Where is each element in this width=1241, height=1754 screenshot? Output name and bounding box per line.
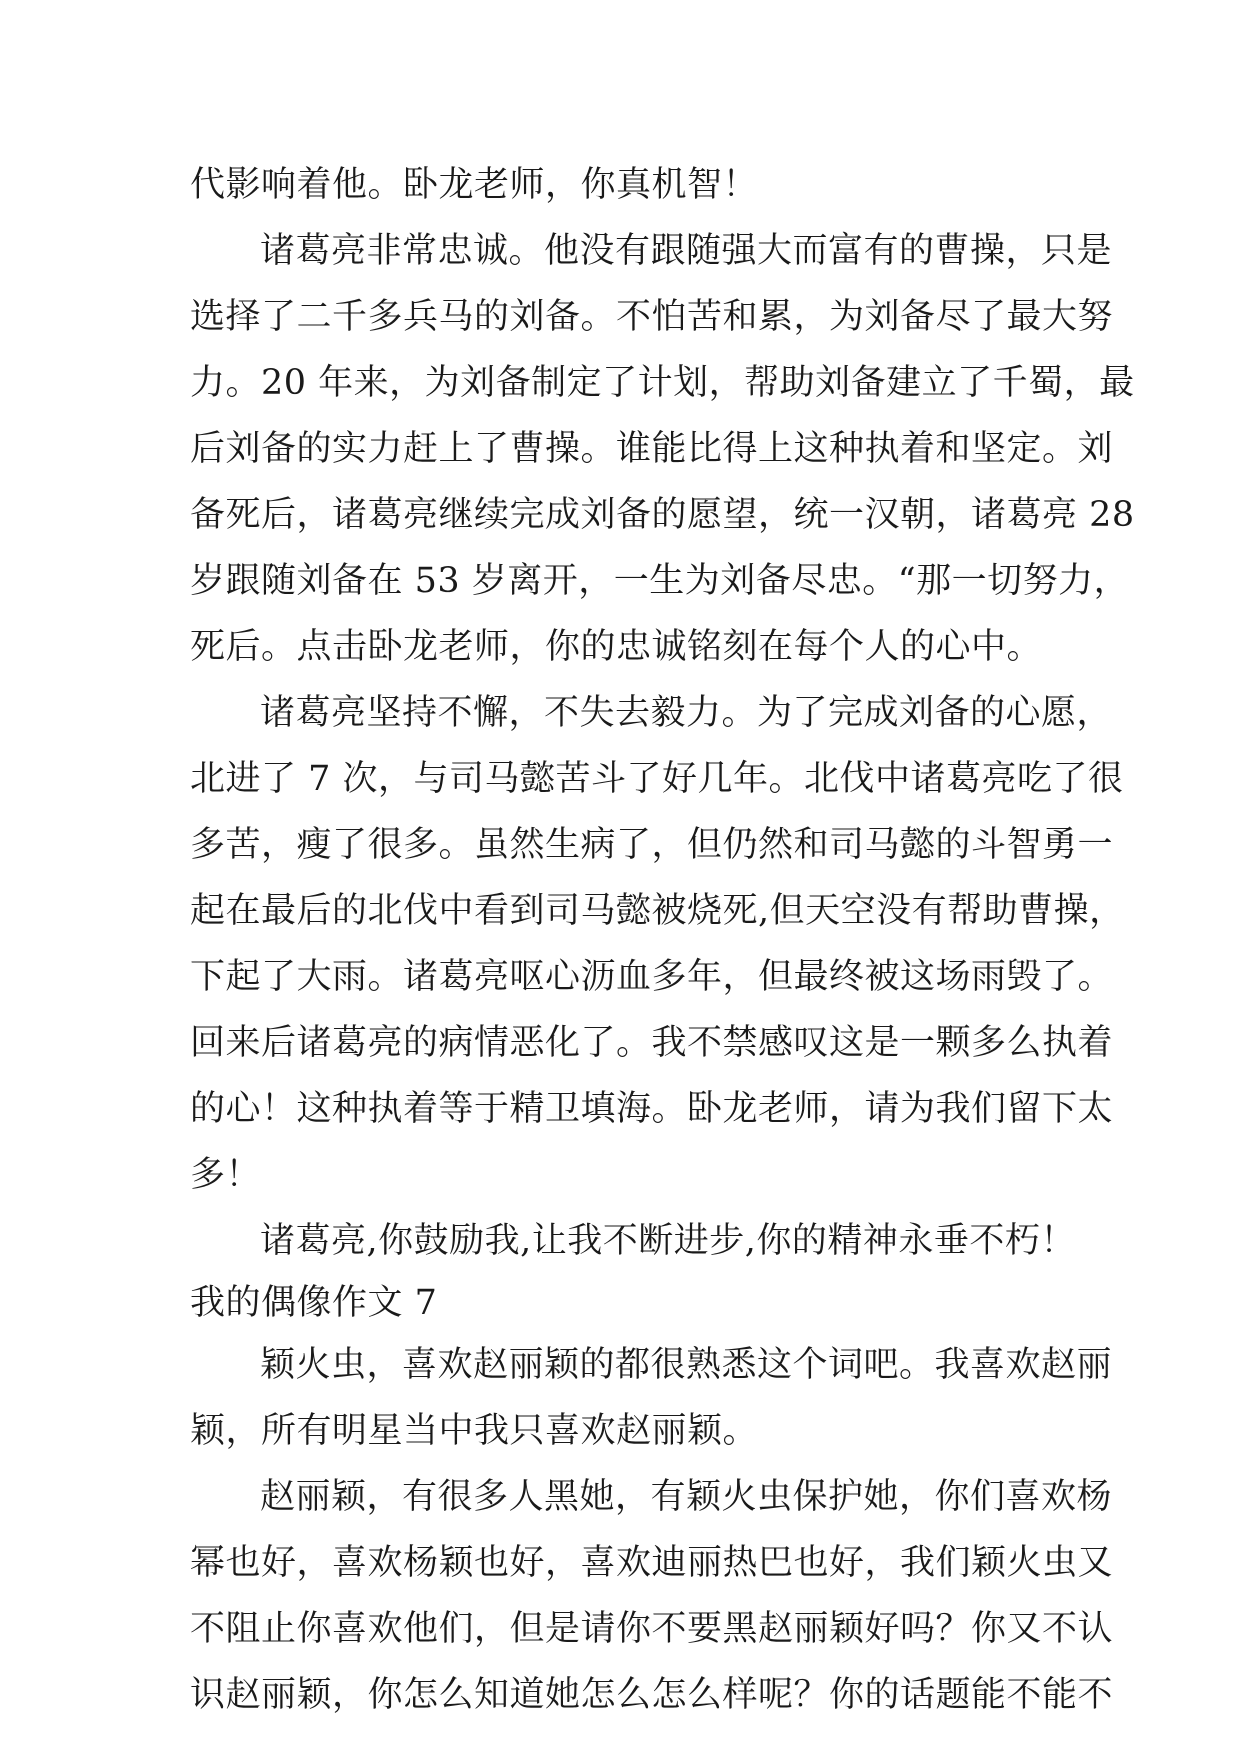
text-line: 死后。点击卧龙老师，你的忠诚铭刻在每个人的心中。 xyxy=(190,627,1043,667)
text-line: 识赵丽颖，你怎么知道她怎么怎么样呢？你的话题能不能不 xyxy=(190,1675,1114,1715)
text-line: 代影响着他。卧龙老师，你真机智！ xyxy=(190,165,759,205)
text-line: 多！ xyxy=(190,1155,262,1195)
text-line: 多苦，瘦了很多。虽然生病了，但仍然和司马懿的斗智勇一 xyxy=(190,825,1114,865)
text-line: 下起了大雨。诸葛亮呕心沥血多年，但最终被这场雨毁了。 xyxy=(190,957,1114,997)
section-heading: 我的偶像作文 7 xyxy=(190,1283,438,1323)
paragraph-start: 颖火虫，喜欢赵丽颖的都很熟悉这个词吧。我喜欢赵丽 xyxy=(260,1345,1113,1385)
text-line: 后刘备的实力赶上了曹操。谁能比得上这种执着和坚定。刘 xyxy=(190,429,1114,469)
text-line: 力。20 年来，为刘备制定了计划，帮助刘备建立了千蜀，最 xyxy=(190,363,1135,403)
text-line: 幂也好，喜欢杨颖也好，喜欢迪丽热巴也好，我们颖火虫又 xyxy=(190,1543,1114,1583)
text-line: 的心！这种执着等于精卫填海。卧龙老师，请为我们留下太 xyxy=(190,1089,1114,1129)
text-line: 北进了 7 次，与司马懿苦斗了好几年。北伐中诸葛亮吃了很 xyxy=(190,759,1124,799)
text-line: 起在最后的北伐中看到司马懿被烧死,但天空没有帮助曹操， xyxy=(190,891,1125,931)
paragraph-start: 诸葛亮,你鼓励我,让我不断进步,你的精神永垂不朽！ xyxy=(260,1221,1076,1261)
text-line: 回来后诸葛亮的病情恶化了。我不禁感叹这是一颗多么执着 xyxy=(190,1023,1114,1063)
text-line: 选择了二千多兵马的刘备。不怕苦和累，为刘备尽了最大努 xyxy=(190,297,1114,337)
text-line: 岁跟随刘备在 53 岁离开，一生为刘备尽忠。“那一切努力， xyxy=(190,561,1130,601)
paragraph-start: 诸葛亮非常忠诚。他没有跟随强大而富有的曹操，只是 xyxy=(260,231,1113,271)
text-line: 颖，所有明星当中我只喜欢赵丽颖。 xyxy=(190,1411,759,1451)
document-page xyxy=(190,152,1135,1728)
paragraph-start: 赵丽颖，有很多人黑她，有颖火虫保护她，你们喜欢杨 xyxy=(260,1477,1113,1517)
paragraph-start: 诸葛亮坚持不懈，不失去毅力。为了完成刘备的心愿， xyxy=(260,693,1113,733)
text-line: 不阻止你喜欢他们，但是请你不要黑赵丽颖好吗？你又不认 xyxy=(190,1609,1114,1649)
text-line: 备死后，诸葛亮继续完成刘备的愿望，统一汉朝，诸葛亮 28 xyxy=(190,495,1135,535)
